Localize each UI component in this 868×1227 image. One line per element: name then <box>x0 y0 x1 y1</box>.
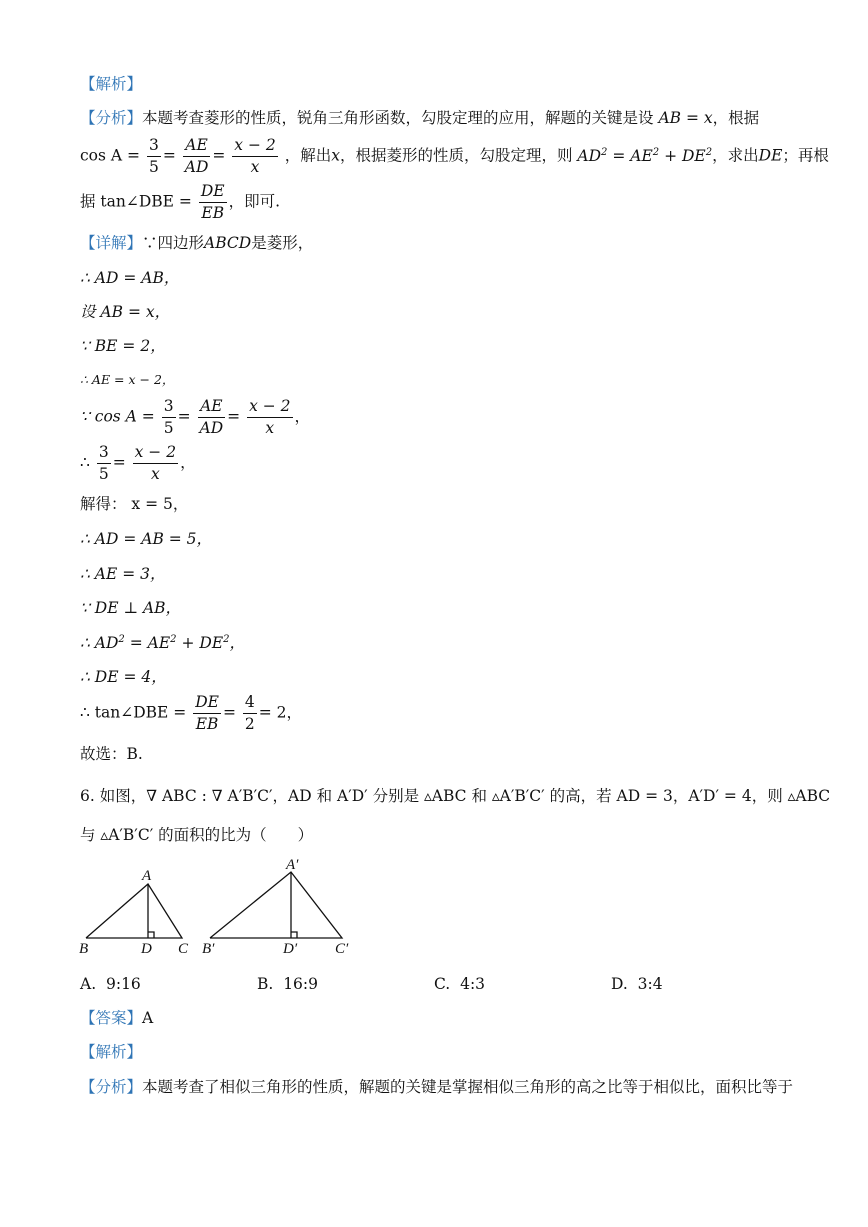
detail-line-12: ∴ $AD^2 = AE^2 + DE^2$， <box>80 634 246 652</box>
triangle-a2b2c2 <box>210 872 342 938</box>
detail-line-7: ∴ $\frac{3}{5}$ = $\frac{x - 2}{x}$ ， <box>80 443 196 483</box>
option-d: D. 3:4 <box>611 975 663 993</box>
detail-line-9: ∴ AD = AB = 5， <box>80 530 213 548</box>
abcd-label: ABCD <box>204 234 252 252</box>
analysis-tag: 【分析】 <box>80 109 143 127</box>
detail-line-8: 解得： x = 5， <box>80 495 189 513</box>
fraction-ae-ad <box>183 135 211 178</box>
option-c: C. 4:3 <box>434 975 486 993</box>
fraction-ae-ad-b: $\frac{AE}{AD}$ <box>199 397 224 437</box>
analysis-line-1 <box>80 106 759 130</box>
frac-den: EB <box>201 204 225 222</box>
detail-tag: 【详解】 <box>80 234 143 252</box>
label-a: A <box>142 868 152 884</box>
detail-line-11: ∵ DE ⊥ AB， <box>80 599 182 617</box>
analysis-text: 本题考查菱形的性质，锐角三角形函数，勾股定理的应用，解题的关键是设 <box>142 109 654 127</box>
analysis-text-q6: 本题考查了相似三角形的性质，解题的关键是掌握相似三角形的高之比等于相似比，面积比等于 <box>142 1078 794 1096</box>
fraction-3-5-b: $\frac{3}{5}$ <box>163 397 174 437</box>
fraction-3-5 <box>147 135 161 178</box>
var-x: x <box>331 146 340 165</box>
answer-line <box>80 1006 153 1030</box>
fraction-4-2: $\frac{4}{2}$ <box>244 693 255 733</box>
analysis-line-3 <box>80 181 280 224</box>
jiechu-text: ，解出 <box>284 146 332 165</box>
fraction-x2-x-c: $\frac{x - 2}{x}$ <box>134 443 177 483</box>
fraction-3-5-c: $\frac{3}{5}$ <box>98 443 109 483</box>
analysis-heading-2: 【解析】 <box>80 1043 143 1061</box>
analysis-heading: 【解析】 <box>80 75 143 93</box>
answer-choice-line: 故选：B. <box>80 745 143 763</box>
analysis-line-q6 <box>80 1075 793 1099</box>
detail-text-1: ∵四边形 <box>142 234 205 252</box>
question-6-text: AD 和 A′D′ 分别是 ▵ABC 和 ▵A′B′C′ 的高，若 AD = 3，A′D′ = 4，则 ▵ABC <box>288 787 831 805</box>
qiuchu-text: ，求出 <box>712 146 759 165</box>
label-c: C <box>178 941 189 957</box>
analysis-tag-2: 【分析】 <box>80 1078 143 1096</box>
detail-line-1 <box>80 231 313 255</box>
jike-text: ，即可. <box>228 192 281 211</box>
ju-tan-label: 据 tan∠DBE = <box>80 192 192 211</box>
frac-den: x <box>250 158 260 176</box>
answer-value: A <box>142 1009 154 1027</box>
zaigen-text: ；再根 <box>782 146 829 165</box>
right-angle-mark-d <box>148 932 154 938</box>
question-6-line-1 <box>80 784 830 808</box>
genju-text: ，根据 <box>712 109 760 127</box>
detail-line-10: ∴ AE = 3， <box>80 565 166 583</box>
fraction-de-eb-b: $\frac{DE}{EB}$ <box>195 693 219 733</box>
triangle-abc <box>86 884 182 938</box>
detail-line-6: ∵ cos A = $\frac{3}{5}$ = $\frac{AE}{AD}$ = $\frac{x - 2}{x}$ ， <box>80 397 311 437</box>
frac-num: AE <box>183 135 211 157</box>
detail-line-13: ∴ DE = 4， <box>80 668 167 686</box>
right-angle-mark-d2 <box>291 932 297 938</box>
analysis-line-2: cos A = $\frac{3}{5}$ = $\frac{AE}{AD}$ = $\frac{x - 2}{x}$ ，解出x，根据菱形的性质，勾股定理，则 $AD^2 = AE^2 + DE^2$，求出DE；再根 <box>80 136 829 176</box>
similar-triangles-figure <box>78 856 368 962</box>
question-6-prefix: 6. 如图，∇ ABC : ∇ A′B′C′， <box>80 787 289 805</box>
frac-num: DE <box>199 181 227 203</box>
detail-line-2: ∴ AD = AB， <box>80 269 180 287</box>
label-b: B <box>79 941 89 957</box>
frac-num: x − 2 <box>232 135 277 157</box>
ab-eq-x: AB = x <box>658 109 713 127</box>
option-a: A. 9:16 <box>80 975 141 993</box>
cos-a-label: cos A = <box>80 146 141 165</box>
label-d: D <box>141 941 152 957</box>
pythag-eq: $AD^2 = AE^2 + DE^2$ <box>577 146 713 165</box>
detail-line-5: ∴ AE = x − 2， <box>80 372 175 387</box>
label-b-prime: B′ <box>202 941 215 957</box>
option-b: B. 16:9 <box>257 975 318 993</box>
detail-line-4: ∵ BE = 2， <box>80 337 166 355</box>
fraction-de-eb <box>199 181 227 224</box>
de-var: DE <box>758 146 783 165</box>
frac-den: AD <box>184 158 209 176</box>
fraction-x2-x-b: $\frac{x - 2}{x}$ <box>249 397 291 437</box>
question-6-line-2: 与 ▵A′B′C′ 的面积的比为（ ） <box>80 826 314 844</box>
answer-tag: 【答案】 <box>80 1009 143 1027</box>
fraction-x2-x <box>232 135 277 178</box>
cos-a-label-2: ∵ cos A = <box>80 407 155 426</box>
label-d-prime: D′ <box>283 941 298 957</box>
label-c-prime: C′ <box>335 941 349 957</box>
frac-den: 5 <box>148 158 159 176</box>
detail-text-1b: 是菱形， <box>251 234 314 252</box>
detail-line-3: 设 AB = x， <box>80 303 171 321</box>
label-a-prime: A′ <box>286 857 299 873</box>
analysis-text-2: ，根据菱形的性质，勾股定理，则 <box>339 146 573 165</box>
frac-num: 3 <box>147 135 161 157</box>
detail-line-14: ∴ tan∠DBE = $\frac{DE}{EB}$ = $\frac{4}{2}$ = 2， <box>80 693 303 733</box>
